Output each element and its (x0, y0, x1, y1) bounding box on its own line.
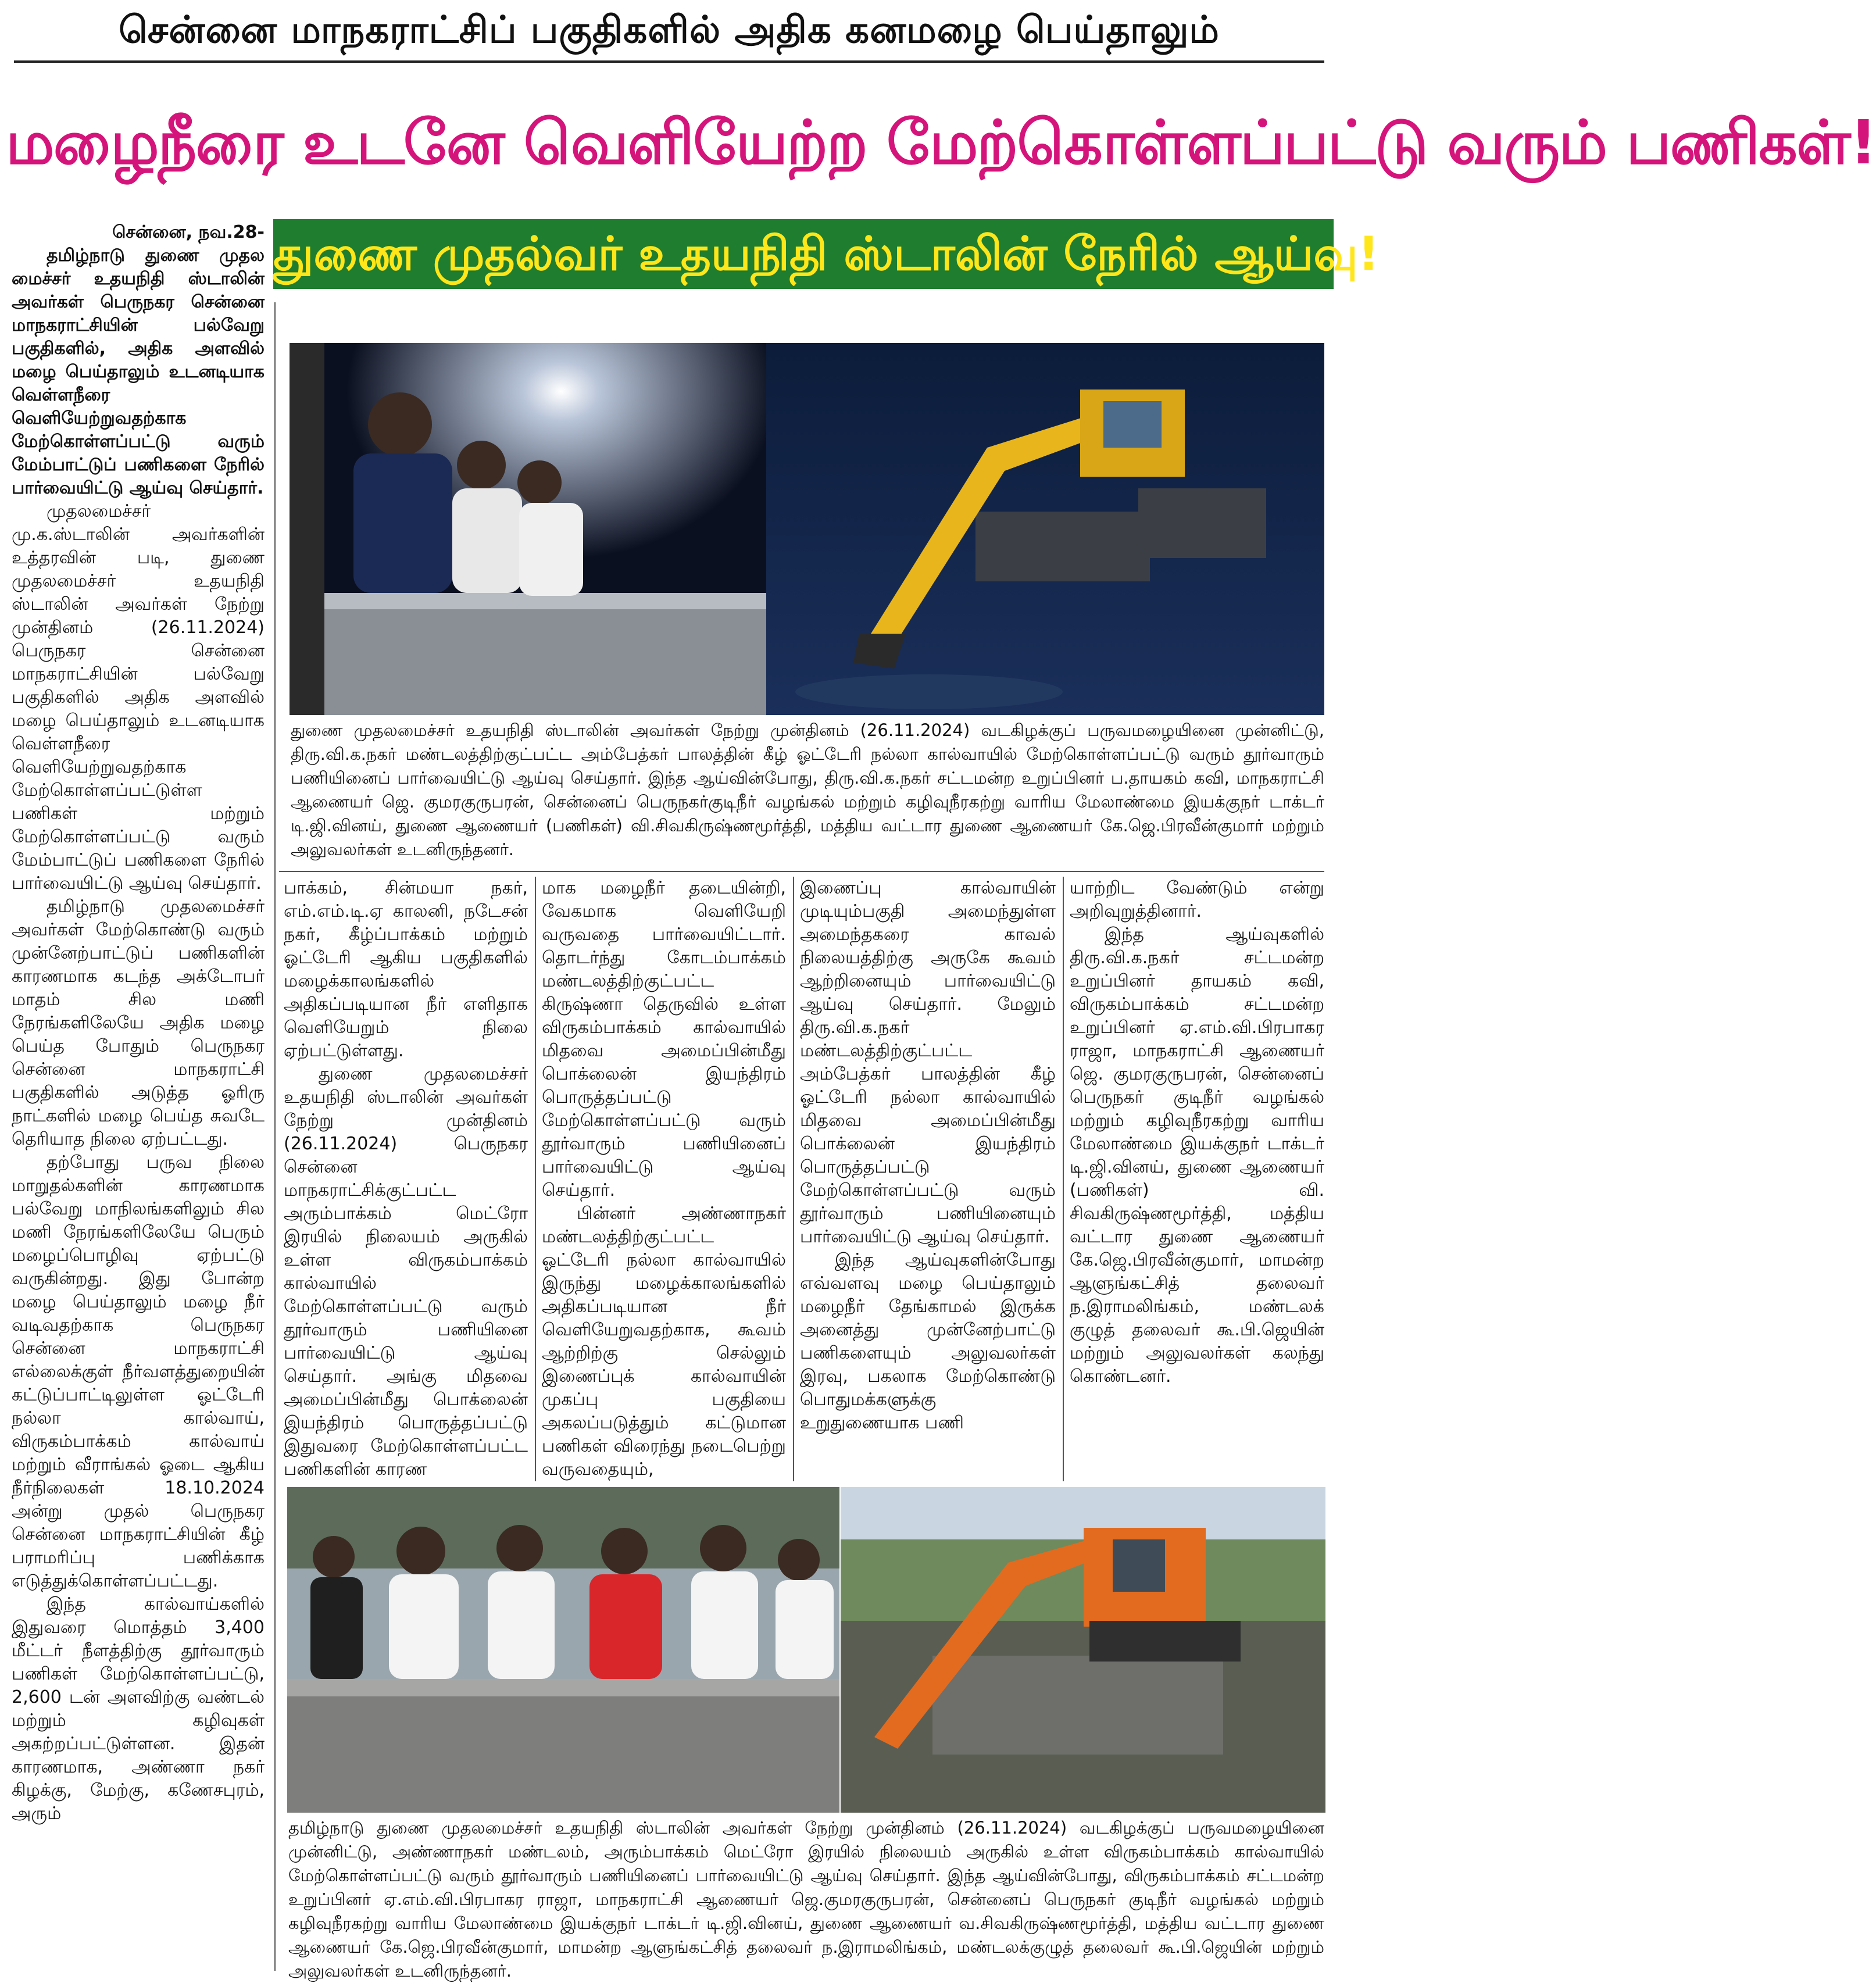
kicker: சென்னை மாநகராட்சிப் பகுதிகளில் அதிக கனமழை பெய்தாலும் (119, 9, 1220, 52)
col3-text: மாக மழைநீர் தடையின்றி, வேகமாக வெளியேறி வருவதை பார்வையிட்டார். தொடர்ந்து கோடம்பாக்கம் மண்டலத்திற்குட்பட்ட கிருஷ்ணா தெருவில் உள்ள விருகம்பாக்கம் கால்வாயில் மிதவை அமைப்பின்மீது பொக்லைன் இயந்திரம் பொருத்தப்பட்டு மேற்கொள்ளப்பட்டு வரும் தூர்வாரும் பணியினைப் பார்வையிட்டு ஆய்வு செய்தார். (542, 878, 786, 1200)
col5-text: யாற்றிட வேண்டும் என்று அறிவுறுத்தினார். (1070, 878, 1324, 921)
column-divider (793, 877, 794, 1481)
photo-caption-1: துணை முதலமைச்சர் உதயநிதி ஸ்டாலின் அவர்கள் நேற்று முன்தினம் (26.11.2024) வடகிழக்குப் பருவமழையினை முன்னிட்டு, திரு.வி.க.நகர் மண்டலத்திற்குட்பட்ட அம்பேத்கர் பாலத்தின் கீழ் ஓட்டேரி நல்லா கால்வாயில் மேற்கொள்ளப்பட்டு வரும் தூர்வாரும் பணியினைப் பார்வையிட்டு ஆய்வு செய்தார். இந்த ஆய்வின்போது, திரு.வி.க.நகர் சட்டமன்ற உறுப்பினர் ப.தாயகம் கவி, மாநகராட்சி ஆணையர் ஜெ. குமரகுருபரன், சென்னைப் பெருநகர்குடிநீர் வழங்கல் மற்றும் கழிவுநீரகற்று வாரிய மேலாண்மை இயக்குநர் டாக்டர் டி.ஜி.வினய், துணை ஆணையர் (பணிகள்) வி.சிவகிருஷ்ணமூர்த்தி, மத்திய வட்டார துணை ஆணையர் கே.ஜெ.பிரவீன்குமார் மற்றும் அலுவலர்கள் உடனிருந்தனர். (291, 720, 1324, 859)
col1-para: முதலமைச்சர் மு.க.ஸ்டாலின் அவர்களின் உத்தரவின் படி, துணை முதலமைச்சர் உதயநிதி ஸ்டாலின் அவர்கள் நேற்று முன்தினம் (26.11.2024) பெருநகர சென்னை மாநகராட்சியின் பல்வேறு பகுதிகளில் அதிக அளவில் மழை பெய்தாலும் உடனடியாக வெள்ளநீரை வெளியேற்றுவதற்காக மேற்கொள்ளப்பட்டுள்ள பணிகள் மற்றும் மேற்கொள்ளப்பட்டு வரும் மேம்பாட்டுப் பணிகளை நேரில் பார்வையிட்டு ஆய்வு செய்தார். (12, 501, 265, 894)
column-divider (274, 302, 276, 1971)
caption-divider (279, 871, 1324, 872)
kicker-rule (14, 60, 1324, 63)
col3-para: பின்னர் அண்ணாநகர் மண்டலத்திற்குட்பட்ட ஓட்டேரி நல்லா கால்வாயில் இருந்து மழைக்காலங்களில் அதிகப்படியான நீர் வெளியேறுவதற்காக, கூவம் ஆற்றிற்கு செல்லும் இணைப்புக் கால்வாயின் முகப்பு பகுதியை அகலப்படுத்தும் கட்டுமான பணிகள் விரைந்து நடைபெற்று வருவதையும், (542, 1203, 786, 1480)
col2-para: துணை முதலமைச்சர் உதயநிதி ஸ்டாலின் அவர்கள் நேற்று முன்தினம் (26.11.2024) பெருநகர சென்னை மாநகராட்சிக்குட்பட்ட அரும்பாக்கம் மெட்ரோ இரயில் நிலையம் அருகில் உள்ள விருகம்பாக்கம் கால்வாயில் மேற்கொள்ளப்பட்டு வரும் தூர்வாரும் பணியினை பார்வையிட்டு ஆய்வு செய்தார். அங்கு மிதவை அமைப்பின்மீது பொக்லைன் இயந்திரம் பொருத்தப்பட்டு இதுவரை மேற்கொள்ளப்பட்ட பணிகளின் காரண (284, 1064, 528, 1480)
article-col-1 (12, 221, 265, 1959)
photo-caption-2: தமிழ்நாடு துணை முதலமைச்சர் உதயநிதி ஸ்டாலின் அவர்கள் நேற்று முன்தினம் (26.11.2024) வடகிழக்குப் பருவமழையினை முன்னிட்டு, அண்ணாநகர் மண்டலம், அரும்பாக்கம் மெட்ரோ இரயில் நிலையம் அருகில் உள்ள விருகம்பாக்கம் கால்வாயில் மேற்கொள்ளப்பட்டு வரும் தூர்வாரும் பணியினைப் பார்வையிட்டு ஆய்வு செய்தார். இந்த ஆய்வின்போது, விருகம்பாக்கம் சட்டமன்ற உறுப்பினர் ஏ.எம்.வி.பிரபாகர ராஜா, மாநகராட்சி ஆணையர் ஜெ.குமரகுருபரன், சென்னைப் பெருநகர் குடிநீர் வழங்கல் மற்றும் கழிவுநீரகற்று வாரிய மேலாண்மை இயக்குநர் டாக்டர் டி.ஜி.வினய், துணை ஆணையர் வ.சிவகிருஷ்ணமூர்த்தி, மத்திய வட்டார துணை ஆணையர் கே.ஜெ.பிரவீன்குமார், மாமன்ற ஆளுங்கட்சித் தலைவர் ந.இராமலிங்கம், மண்டலக்குழுத் தலைவர் கூ.பி.ஜெயின் மற்றும் அலுவலர்கள் உடனிருந்தனர். (288, 1818, 1324, 1981)
article-col-5 (1070, 877, 1324, 1481)
photo-night-inspection-image (290, 343, 1324, 715)
article-col-4 (800, 877, 1056, 1481)
col1-para: தமிழ்நாடு முதலமைச்சர் அவர்கள் மேற்கொண்டு வரும் முன்னேற்பாட்டுப் பணிகளின் காரணமாக கடந்த அக்டோபர் மாதம் சில மணி நேரங்களிலேயே அதிக மழை பெய்த போதும் பெருநகர சென்னை மாநகராட்சி பகுதிகளில் அடுத்த ஓரிரு நாட்களில் மழை பெய்த சுவடே தெரியாத நிலை ஏற்பட்டது. (12, 896, 265, 1149)
headline: மழைநீரை உடனே வெளியேற்ற மேற்கொள்ளப்பட்டு வரும் பணிகள்! (6, 107, 1876, 178)
col2-text: பாக்கம், சின்மயா நகர், எம்.எம்.டி.ஏ காலனி, நடேசன் நகர், கீழ்ப்பாக்கம் மற்றும் ஓட்டேரி ஆகிய பகுதிகளில் மழைக்காலங்களில் அதிகப்படியான நீர் எளிதாக வெளியேறும் நிலை ஏற்பட்டுள்ளது. (284, 878, 528, 1061)
col4-text: இணைப்பு கால்வாயின் முடியும்பகுதி அமைந்துள்ள அமைந்தகரை காவல் நிலையத்திற்கு அருகே கூவம் ஆற்றினையும் பார்வையிட்டு ஆய்வு செய்தார். மேலும் திரு.வி.க.நகர் மண்டலத்திற்குட்பட்ட அம்பேத்கர் பாலத்தின் கீழ் ஓட்டேரி நல்லா கால்வாயில் மிதவை அமைப்பின்மீது பொக்லைன் இயந்திரம் பொருத்தப்பட்டு மேற்கொள்ளப்பட்டு வரும் தூர்வாரும் பணியினையும் பார்வையிட்டு ஆய்வு செய்தார். (800, 878, 1056, 1247)
lead-paragraph: தமிழ்நாடு துணை முதல மைச்சர் உதயநிதி ஸ்டாலின் அவர்கள் பெருநகர சென்னை மாநகராட்சியின் பல்வேறு பகுதிகளில், அதிக அளவில் மழை பெய்தாலும் உடனடியாக வெள்ளநீரை வெளியேற்றுவதற்காக மேற்கொள்ளப்பட்டு வரும் மேம்பாட்டுப் பணிகளை நேரில் பார்வையிட்டு ஆய்வு செய்தார். (12, 245, 265, 498)
col5-para: இந்த ஆய்வுகளில் திரு.வி.க.நகர் சட்டமன்ற உறுப்பினர் தாயகம் கவி, விருகம்பாக்கம் சட்டமன்ற உறுப்பினர் ஏ.எம்.வி.பிரபாகர ராஜா, மாநகராட்சி ஆணையர் ஜெ. குமரகுருபரன், சென்னைப் பெருநகர் குடிநீர் வழங்கல் மற்றும் கழிவுநீரகற்று வாரிய மேலாண்மை இயக்குநர் டாக்டர் டி.ஜி.வினய், துணை ஆணையர் (பணிகள்) வி. சிவகிருஷ்ணமூர்த்தி, மத்திய வட்டார துணை ஆணையர் கே.ஜெ.பிரவீன்குமார், மாமன்ற ஆளுங்கட்சித் தலைவர் ந.இராமலிங்கம், மண்டலக் குழுத் தலைவர் கூ.பி.ஜெயின் மற்றும் அலுவலர்கள் கலந்து கொண்டனர். (1070, 924, 1324, 1387)
col1-para: இந்த கால்வாய்களில் இதுவரை மொத்தம் 3,400 மீட்டர் நீளத்திற்கு தூர்வாரும் பணிகள் மேற்கொள்ளப்பட்டு, 2,600 டன் அளவிற்கு வண்டல் மற்றும் கழிவுகள் அகற்றப்பட்டுள்ளன. இதன் காரணமாக, அண்ணா நகர் கிழக்கு, மேற்கு, கணேசபுரம், அரும் (12, 1594, 265, 1824)
col1-para: தற்போது பருவ நிலை மாறுதல்களின் காரணமாக பல்வேறு மாநிலங்களிலும் சில மணி நேரங்களிலேயே பெரும் மழைப்பொழிவு ஏற்பட்டு வருகின்றது. இது போன்ற மழை பெய்தாலும் மழை நீர் வடிவதற்காக பெருநகர சென்னை மாநகராட்சி எல்லைக்குள் நீர்வளத்துறையின் கட்டுப்பாட்டிலுள்ள ஓட்டேரி நல்லா கால்வாய், விருகம்பாக்கம் கால்வாய் மற்றும் வீராங்கல் ஓடை ஆகிய நீர்நிலைகள் 18.10.2024 அன்று முதல் பெருநகர சென்னை மாநகராட்சியின் கீழ் பராமரிப்பு பணிக்காக எடுத்துக்கொள்ளப்பட்டது. (12, 1152, 265, 1591)
photo-night-inspection (290, 343, 1324, 715)
article-col-2 (284, 877, 528, 1481)
col4-para: இந்த ஆய்வுகளின்போது எவ்வளவு மழை பெய்தாலும் மழைநீர் தேங்காமல் இருக்க அனைத்து முன்னேற்பாட்டு பணிகளையும் அலுவலர்கள் இரவு, பகலாக மேற்கொண்டு பொதுமக்களுக்கு உறுதுணையாக பணி (800, 1250, 1056, 1433)
photo-day-inspection-image (287, 1487, 1325, 1813)
column-divider (1063, 877, 1064, 1481)
subheadline-banner: துணை முதல்வர் உதயநிதி ஸ்டாலின் நேரில் ஆய்வு! (273, 219, 1334, 289)
dateline: சென்னை, நவ.28- (112, 222, 265, 242)
photo-day-inspection (287, 1487, 1325, 1813)
article-col-3 (542, 877, 786, 1481)
column-divider (535, 877, 536, 1481)
